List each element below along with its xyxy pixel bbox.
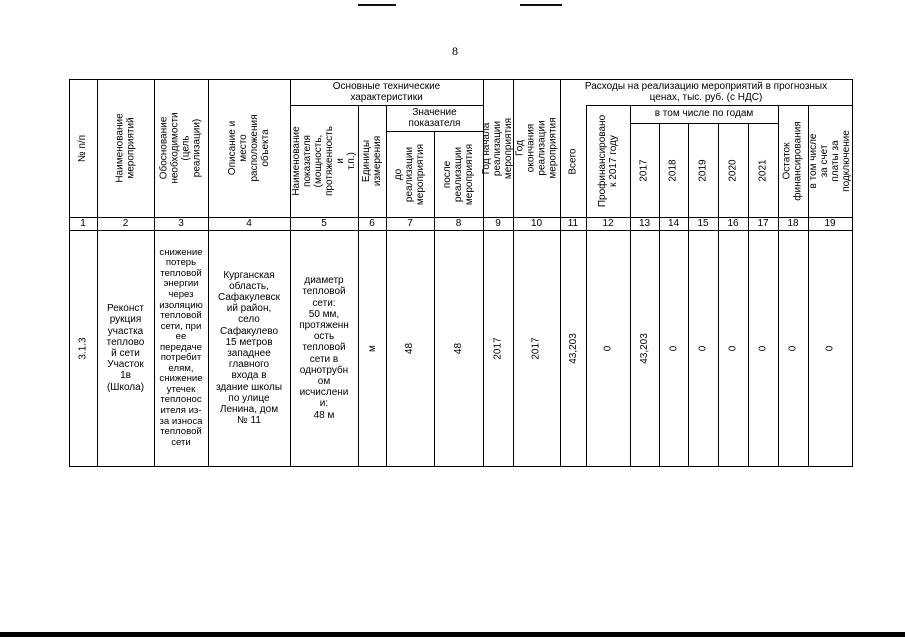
header-col-remaining: Остаток финансирования	[782, 121, 805, 201]
header-col-justification: Обоснование необходимости (цель реализации)	[159, 112, 204, 184]
header-col-units: Единицы измерения	[361, 135, 384, 187]
header-col-number: № п/п	[77, 134, 89, 162]
cell-end-year: 2017	[531, 336, 542, 360]
column-number: 18	[787, 217, 799, 229]
column-number: 16	[727, 217, 739, 229]
cell-2018: 0	[668, 345, 679, 351]
header-col-start-year: Год начала реализации мероприятия	[481, 117, 515, 179]
scan-mark-top-left	[358, 4, 396, 6]
column-number: 12	[602, 217, 614, 229]
header-col-connection-fee: в том числе за счет платы за подключение	[808, 130, 853, 192]
cell-units: м	[366, 344, 378, 352]
scan-mark-top-right	[520, 4, 562, 6]
cell-measure-name: Реконст рукция участка теплово й сети Участок 1в (Школа)	[106, 303, 145, 393]
column-number: 9	[495, 217, 501, 229]
cell-value-after: 48	[453, 342, 464, 354]
column-number: 19	[824, 217, 836, 229]
header-col-end-year: Год окончания реализации мероприятия	[514, 117, 559, 179]
header-group-value: Значение показателя	[408, 106, 461, 129]
cell-2019: 0	[697, 345, 709, 351]
header-col-financed: Профинансировано к 2017 году	[597, 114, 620, 208]
cell-2020: 0	[727, 345, 739, 351]
cell-2017: 43,203	[639, 332, 650, 364]
column-number: 14	[667, 217, 680, 229]
cell-2021: 0	[757, 345, 769, 351]
column-number: 10	[530, 217, 543, 229]
column-number: 1	[80, 217, 86, 229]
header-col-2018: 2018	[668, 158, 679, 182]
cell-description: Курганская область, Сафакулевск ий район, село Сафакулево 15 метров западнее главного входа в здание школы по улице Ленина, дом № 11	[215, 269, 283, 427]
column-number: 2	[122, 217, 129, 229]
header-col-2020: 2020	[727, 158, 739, 182]
header-col-measure-name: Наименование мероприятий	[114, 113, 137, 183]
column-number: 6	[369, 217, 375, 229]
cell-remaining: 0	[787, 345, 799, 351]
header-col-total: Всего	[567, 147, 579, 175]
column-number: 17	[757, 217, 769, 229]
header-col-description: Описание и место расположения объекта	[227, 114, 271, 182]
header-group-years: в том числе по годам	[654, 108, 754, 120]
header-col-after: после реализации мероприятия	[442, 143, 475, 205]
cell-total: 43,203	[567, 332, 579, 364]
cell-item-number: 3.1.3	[77, 336, 89, 360]
column-number: 3	[178, 217, 184, 229]
page-number: 8	[452, 44, 458, 58]
header-group-costs: Расходы на реализацию мероприятий в прогнозных ценах, тыс. руб. (с НДС)	[584, 80, 828, 103]
column-number: 4	[246, 217, 252, 229]
column-number: 11	[567, 217, 579, 229]
header-col-indicator-name: Наименование показателя (мощность, протяженность и т.п.)	[291, 126, 357, 196]
column-number: 8	[455, 217, 462, 229]
cell-justification: снижение потерь тепловой энергии через изоляцию тепловой сети, при ее передаче потребит елям, снижение утечек теплонос ителя из- за износа тепловой сети	[159, 246, 203, 448]
column-number: 5	[321, 217, 327, 229]
header-col-2019: 2019	[697, 158, 709, 182]
cell-value-before: 48	[404, 342, 416, 354]
scan-bottom-border	[0, 632, 905, 637]
column-number: 7	[407, 217, 413, 229]
header-col-2021: 2021	[757, 158, 769, 182]
cell-financed: 0	[602, 345, 614, 351]
column-number: 15	[697, 217, 709, 229]
cell-start-year: 2017	[492, 336, 504, 360]
header-col-2017: 2017	[639, 158, 650, 182]
header-col-before: до реализации мероприятия	[393, 143, 427, 205]
column-number: 13	[638, 217, 651, 229]
cell-indicator: диаметр тепловой сети: 50 мм, протяженн ость тепловой сети в однотрубн ом исчислени и: 48 м	[299, 275, 349, 421]
cell-connection-fee: 0	[824, 345, 836, 351]
header-group-technical: Основные технические характеристики	[332, 80, 441, 103]
